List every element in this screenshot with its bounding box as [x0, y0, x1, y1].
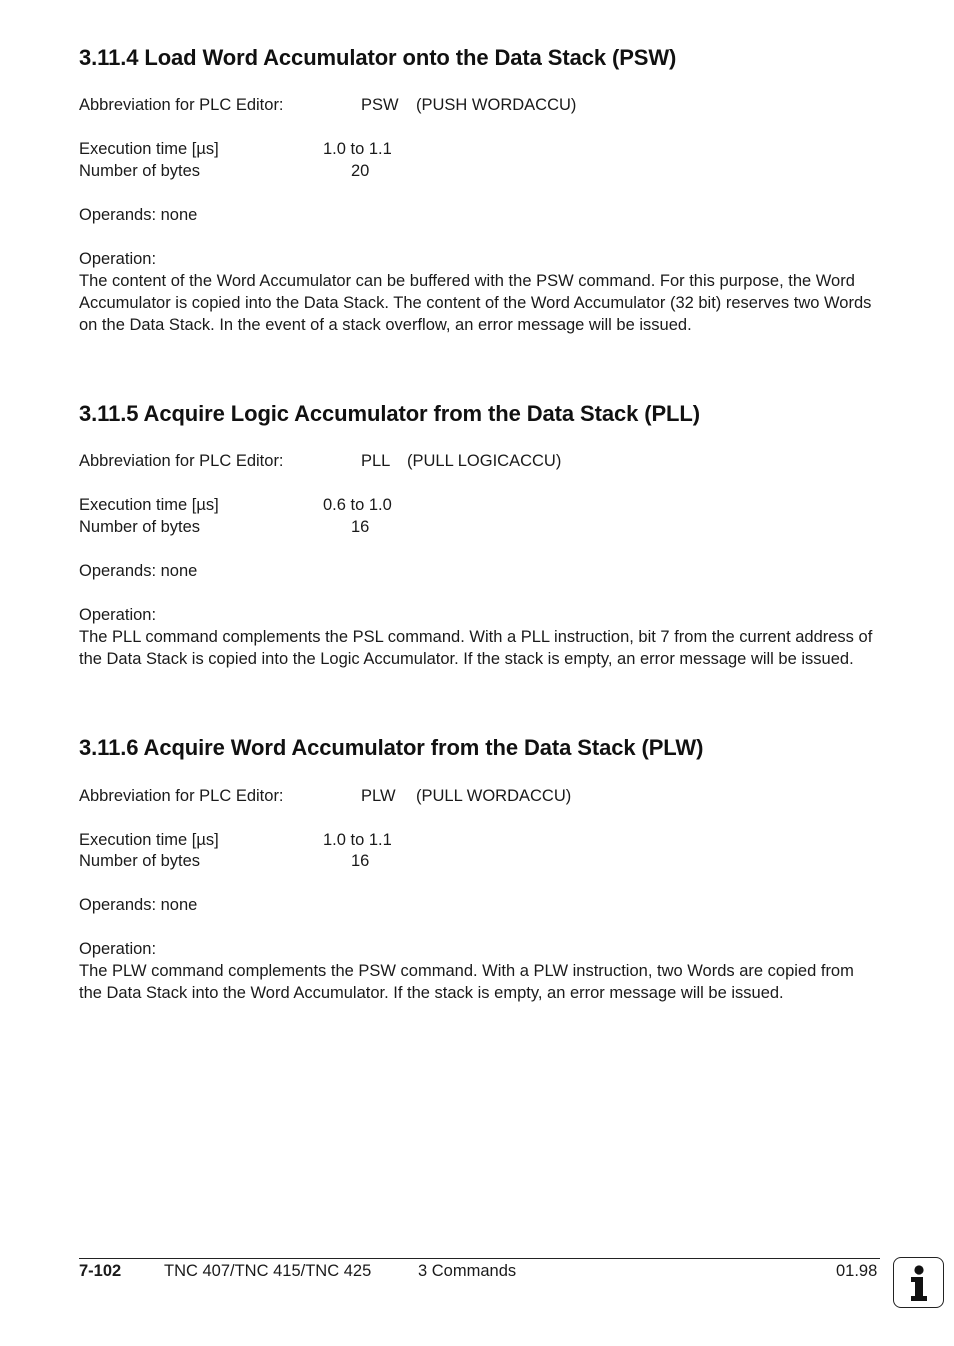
abbr-label: Abbreviation for PLC Editor: [79, 96, 284, 114]
abbr-full: (PULL LOGICACCU) [407, 452, 562, 470]
bytes-label: Number of bytes [79, 852, 201, 870]
bytes-label: Number of bytes [79, 162, 201, 180]
exec-time-value: 1.0 to 1.1 [323, 831, 392, 849]
abbr-code: PLL [361, 452, 391, 470]
abbr-full: (PULL WORDACCU) [416, 787, 572, 805]
operation-label: Operation: [79, 606, 157, 624]
abbr-full: (PUSH WORDACCU) [416, 96, 577, 114]
operation-text: The content of the Word Accumulator can be buffered with the PSW command. For this purpose, the Word Accumulator is copied into the Data Stack. The content of the Word Accumulator (32 bit) reserves two Words on the Data Stack. In the event of a stack overflow, an error message will be issued. [79, 272, 872, 334]
exec-time-value: 1.0 to 1.1 [323, 140, 392, 158]
section-heading: 3.11.5 Acquire Logic Accumulator from the Data Stack (PLL) [79, 401, 700, 426]
operation-label: Operation: [79, 250, 157, 268]
abbr-label: Abbreviation for PLC Editor: [79, 452, 284, 470]
exec-time-label: Execution time [µs] [79, 831, 219, 849]
bytes-value: 16 [351, 518, 370, 536]
bytes-label: Number of bytes [79, 518, 201, 536]
abbr-label: Abbreviation for PLC Editor: [79, 787, 284, 805]
exec-time-label: Execution time [µs] [79, 140, 219, 158]
footer-rule [79, 1258, 880, 1259]
section-heading: 3.11.6 Acquire Word Accumulator from the Data Stack (PLW) [79, 735, 704, 760]
operands: Operands: none [79, 896, 198, 914]
exec-time-label: Execution time [µs] [79, 496, 219, 514]
footer-chapter: 3 Commands [418, 1262, 517, 1280]
operation-text: The PLL command complements the PSL command. With a PLL instruction, bit 7 from the current address of the Data Stack is copied into the Logic Accumulator. If the stack is empty, an error message will be issued. [79, 628, 873, 668]
footer-model: TNC 407/TNC 415/TNC 425 [164, 1262, 372, 1280]
section-heading: 3.11.4 Load Word Accumulator onto the Data Stack (PSW) [79, 45, 677, 70]
page-number: 7-102 [79, 1262, 122, 1280]
footer-date: 01.98 [836, 1262, 878, 1280]
abbr-code: PLW [361, 787, 396, 805]
exec-time-value: 0.6 to 1.0 [323, 496, 392, 514]
operation-label: Operation: [79, 940, 157, 958]
bytes-value: 16 [351, 852, 370, 870]
operands: Operands: none [79, 206, 198, 224]
operation-text: The PLW command complements the PSW command. With a PLW instruction, two Words are copied from the Data Stack into the Word Accumulator. If the stack is empty, an error message will be issued. [79, 962, 854, 1002]
abbr-code: PSW [361, 96, 399, 114]
info-icon [893, 1257, 944, 1308]
operands: Operands: none [79, 562, 198, 580]
bytes-value: 20 [351, 162, 370, 180]
